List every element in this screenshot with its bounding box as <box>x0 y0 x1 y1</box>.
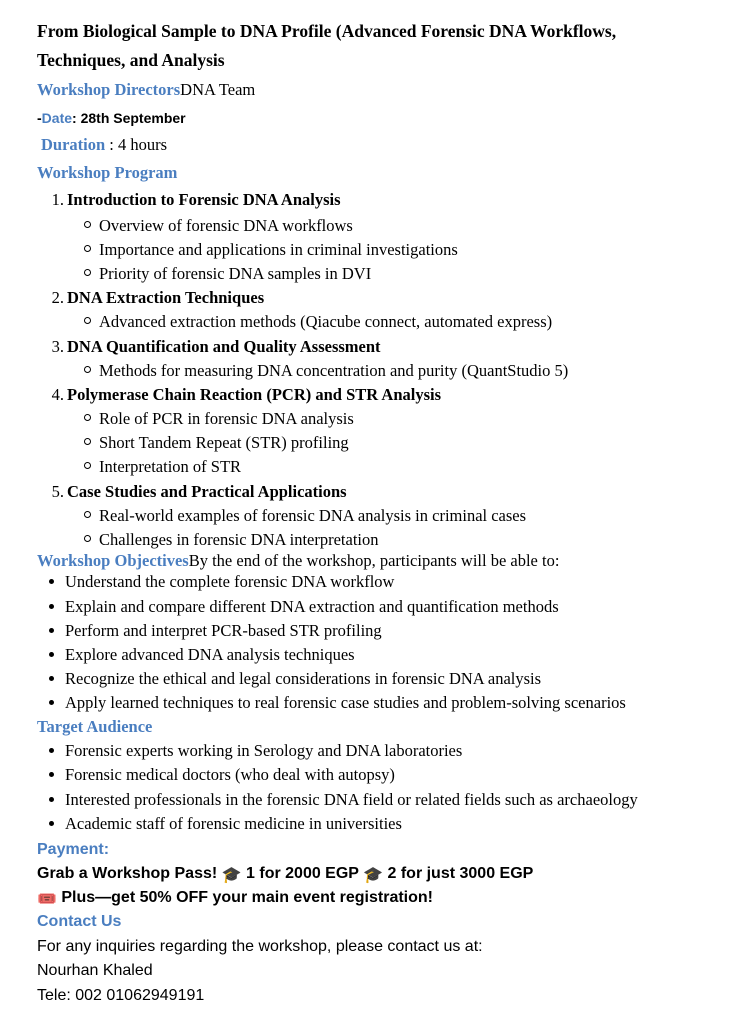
module-title: DNA Extraction Techniques <box>67 288 265 307</box>
contact-phone: Tele: 002 01062949191 <box>37 987 205 1004</box>
list-item: Methods for measuring DNA concentration and purity (QuantStudio 5) <box>84 361 568 381</box>
list-item: Importance and applications in criminal investigations <box>84 240 458 260</box>
list-item: Apply learned techniques to real forensic case studies and problem-solving scenarios <box>49 693 626 713</box>
module-number: 2. <box>51 288 64 307</box>
ticket-icon: 🎟️ <box>37 891 57 908</box>
contact-intro: For any inquiries regarding the workshop, please contact us at: <box>37 938 483 955</box>
module-title: DNA Quantification and Quality Assessment <box>67 337 381 356</box>
objectives-heading-line <box>37 551 559 571</box>
bullet-icon <box>49 628 54 633</box>
list-item: Explain and compare different DNA extraction and quantification methods <box>49 597 559 617</box>
directors-value: DNA Team <box>180 80 256 99</box>
duration-line <box>41 135 167 155</box>
module-title: Case Studies and Practical Applications <box>67 482 347 501</box>
bullet-icon <box>49 772 54 777</box>
payment-plus: 🎟️ Plus—get 50% OFF your main event registration! <box>37 889 433 908</box>
date-label: Date <box>41 110 73 126</box>
date-prefix: - <box>37 110 42 126</box>
list-item: Short Tandem Repeat (STR) profiling <box>84 433 349 453</box>
bullet-icon <box>49 676 54 681</box>
circle-bullet-icon <box>84 511 91 518</box>
audience-heading: Target Audience <box>37 717 153 736</box>
workshop-directors <box>37 80 255 100</box>
list-item: Perform and interpret PCR-based STR profiling <box>49 621 382 641</box>
list-item: Overview of forensic DNA workflows <box>84 216 353 236</box>
module-number: 1. <box>51 190 64 209</box>
list-item: Advanced extraction methods (Qiacube connect, automated express) <box>84 312 552 332</box>
list-item: Real-world examples of forensic DNA analysis in criminal cases <box>84 506 526 526</box>
list-item: Role of PCR in forensic DNA analysis <box>84 409 354 429</box>
list-item: Recognize the ethical and legal considerations in forensic DNA analysis <box>49 669 541 689</box>
list-item: Academic staff of forensic medicine in universities <box>49 814 402 834</box>
graduation-cap-icon: 🎓 <box>363 867 384 884</box>
contact-name: Nourhan Khaled <box>37 962 153 979</box>
module-title: Polymerase Chain Reaction (PCR) and STR Analysis <box>67 385 442 404</box>
title-line-2: Techniques, and Analysis <box>37 50 225 70</box>
bullet-icon <box>49 652 54 657</box>
list-item: Understand the complete forensic DNA workflow <box>49 572 394 592</box>
bullet-icon <box>49 700 54 705</box>
date-value: : 28th September <box>72 110 186 126</box>
list-item: Priority of forensic DNA samples in DVI <box>84 264 371 284</box>
bullet-icon <box>49 579 54 584</box>
contact-heading: Contact Us <box>37 913 122 930</box>
duration-value: : 4 hours <box>105 135 168 154</box>
bullet-icon <box>49 748 54 753</box>
bullet-icon <box>49 821 54 826</box>
circle-bullet-icon <box>84 245 91 252</box>
list-item: Interpretation of STR <box>84 457 241 477</box>
list-item: Explore advanced DNA analysis techniques <box>49 645 355 665</box>
list-item: Challenges in forensic DNA interpretation <box>84 530 379 550</box>
duration-label: Duration <box>41 135 106 154</box>
list-item: Interested professionals in the forensic DNA field or related fields such as archaeology <box>49 790 638 810</box>
graduation-cap-icon: 🎓 <box>221 867 242 884</box>
module-number: 5. <box>51 482 64 501</box>
circle-bullet-icon <box>84 462 91 469</box>
program-heading: Workshop Program <box>37 163 178 182</box>
list-item: Forensic experts working in Serology and DNA laboratories <box>49 741 462 761</box>
circle-bullet-icon <box>84 366 91 373</box>
title-line-1: From Biological Sample to DNA Profile (Advanced Forensic DNA Workflows, <box>37 21 617 41</box>
objectives-intro: By the end of the workshop, participants will be able to: <box>188 551 560 570</box>
payment-offer: Grab a Workshop Pass! 🎓 1 for 2000 EGP 🎓 2 for just 3000 EGP <box>37 865 534 884</box>
objectives-heading: Workshop Objectives <box>37 551 189 570</box>
list-item: Forensic medical doctors (who deal with autopsy) <box>49 765 395 785</box>
payment-heading: Payment: <box>37 841 110 858</box>
date-line <box>37 108 186 128</box>
circle-bullet-icon <box>84 438 91 445</box>
module-title: Introduction to Forensic DNA Analysis <box>67 190 341 209</box>
circle-bullet-icon <box>84 317 91 324</box>
bullet-icon <box>49 797 54 802</box>
module-number: 3. <box>51 337 64 356</box>
circle-bullet-icon <box>84 221 91 228</box>
module-number: 4. <box>51 385 64 404</box>
circle-bullet-icon <box>84 414 91 421</box>
circle-bullet-icon <box>84 269 91 276</box>
bullet-icon <box>49 604 54 609</box>
circle-bullet-icon <box>84 535 91 542</box>
directors-label: Workshop Directors <box>37 80 181 99</box>
